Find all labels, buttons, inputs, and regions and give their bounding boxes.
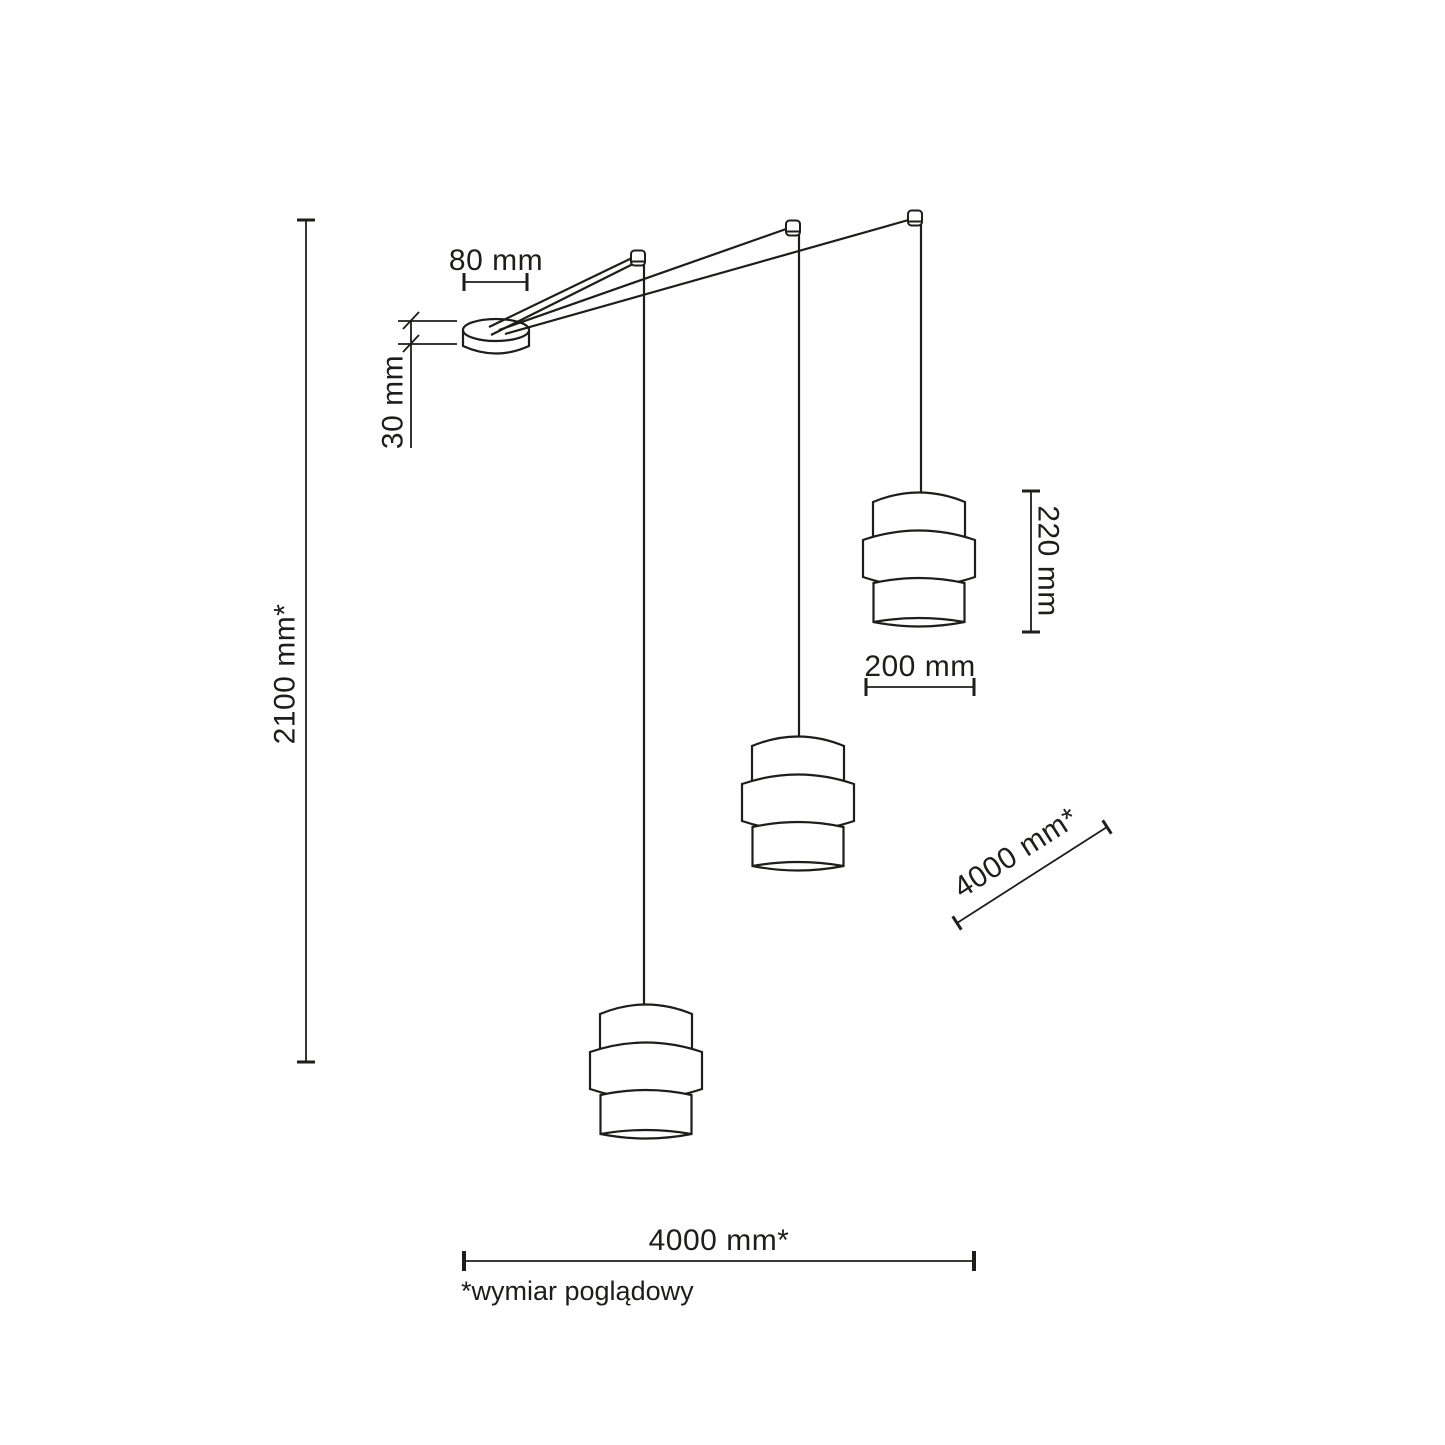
cable-to-hook-3 bbox=[505, 219, 912, 334]
dim-canopy-height-label: 30 mm bbox=[376, 354, 410, 450]
dim-canopy-width bbox=[449, 244, 543, 291]
dim-span-width-label: 4000 mm* bbox=[648, 1224, 790, 1257]
shade-right bbox=[863, 493, 975, 627]
ceiling-hook-2 bbox=[786, 221, 800, 236]
dim-cable-length-label: 4000 mm* bbox=[947, 801, 1085, 905]
dim-shade-diameter bbox=[864, 650, 975, 696]
ceiling-hook-1 bbox=[631, 251, 645, 266]
dim-shade-height-label: 220 mm bbox=[1031, 505, 1065, 617]
dim-canopy-width-label: 80 mm bbox=[448, 244, 544, 277]
feed-cables bbox=[489, 219, 912, 335]
dim-shade-height bbox=[1022, 491, 1065, 632]
shade-bottom bbox=[590, 1005, 702, 1139]
dim-total-height bbox=[269, 220, 316, 1062]
shade-middle bbox=[742, 737, 854, 871]
dim-shade-diameter-label: 200 mm bbox=[864, 650, 976, 683]
dim-cable-length bbox=[948, 801, 1111, 930]
dim-total-height-label: 2100 mm* bbox=[268, 603, 302, 745]
footnote: *wymiar poglądowy bbox=[461, 1276, 694, 1306]
dim-span-width bbox=[464, 1224, 974, 1271]
dim-canopy-height bbox=[377, 312, 458, 449]
ceiling-hook-3 bbox=[908, 211, 922, 226]
